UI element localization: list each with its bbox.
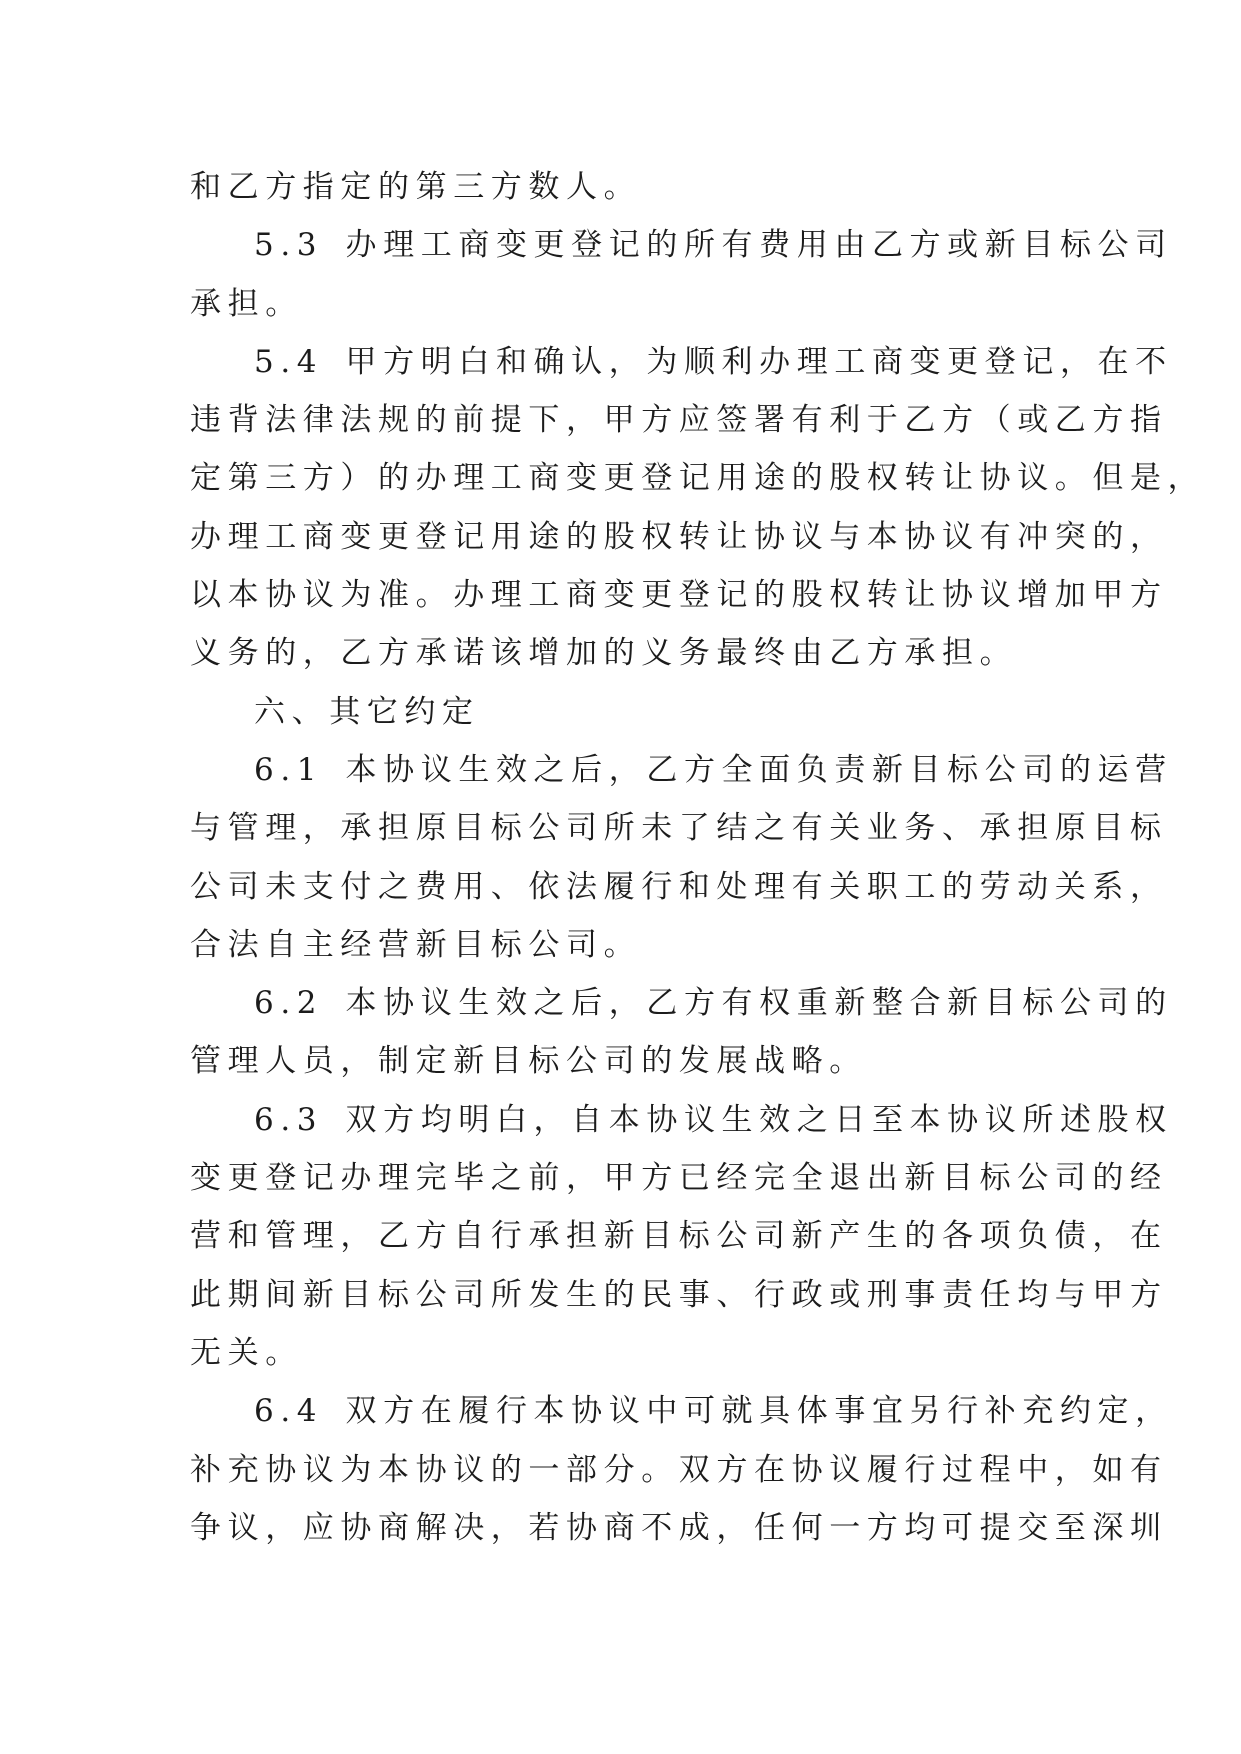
text-line: 变更登记办理完毕之前，甲方已经完全退出新目标公司的经 [190, 1160, 1168, 1197]
text-line: 5.3 办理工商变更登记的所有费用由乙方或新目标公司 [254, 227, 1173, 264]
text-line: 6.1 本协议生效之后，乙方全面负责新目标公司的运营 [254, 751, 1173, 788]
text-line: 与管理，承担原目标公司所未了结之有关业务、承担原目标 [190, 810, 1168, 847]
text-line: 六、其它约定 [254, 693, 480, 730]
text-line: 6.3 双方均明白，自本协议生效之日至本协议所述股权 [254, 1101, 1173, 1138]
text-line: 补充协议为本协议的一部分。双方在协议履行过程中，如有 [190, 1451, 1168, 1488]
text-line: 和乙方指定的第三方数人。 [190, 169, 642, 205]
text-line: 义务的，乙方承诺该增加的义务最终由乙方承担。 [190, 635, 1018, 672]
text-line: 违背法律法规的前提下，甲方应签署有利于乙方（或乙方指 [190, 402, 1168, 439]
text-line: 无关。 [190, 1334, 303, 1371]
text-line: 以本协议为准。办理工商变更登记的股权转让协议增加甲方 [190, 577, 1168, 614]
document-body [190, 158, 1206, 1557]
text-line: 承担。 [190, 285, 303, 322]
text-line: 6.2 本协议生效之后，乙方有权重新整合新目标公司的 [254, 985, 1173, 1022]
text-line: 营和管理，乙方自行承担新目标公司新产生的各项负债，在 [190, 1218, 1168, 1255]
text-line: 6.4 双方在履行本协议中可就具体事宜另行补充约定， [254, 1393, 1173, 1430]
text-line: 公司未支付之费用、依法履行和处理有关职工的劳动关系， [190, 868, 1168, 905]
text-line: 争议，应协商解决，若协商不成，任何一方均可提交至深圳 [190, 1509, 1168, 1546]
text-line: 办理工商变更登记用途的股权转让协议与本协议有冲突的， [190, 518, 1168, 555]
text-line: 定第三方）的办理工商变更登记用途的股权转让协议。但是， [190, 460, 1206, 497]
text-line: 合法自主经营新目标公司。 [190, 926, 642, 963]
text-line: 5.4 甲方明白和确认，为顺利办理工商变更登记，在不 [254, 343, 1173, 380]
text-line: 此期间新目标公司所发生的民事、行政或刑事责任均与甲方 [190, 1276, 1168, 1313]
text-line: 管理人员，制定新目标公司的发展战略。 [190, 1043, 867, 1080]
